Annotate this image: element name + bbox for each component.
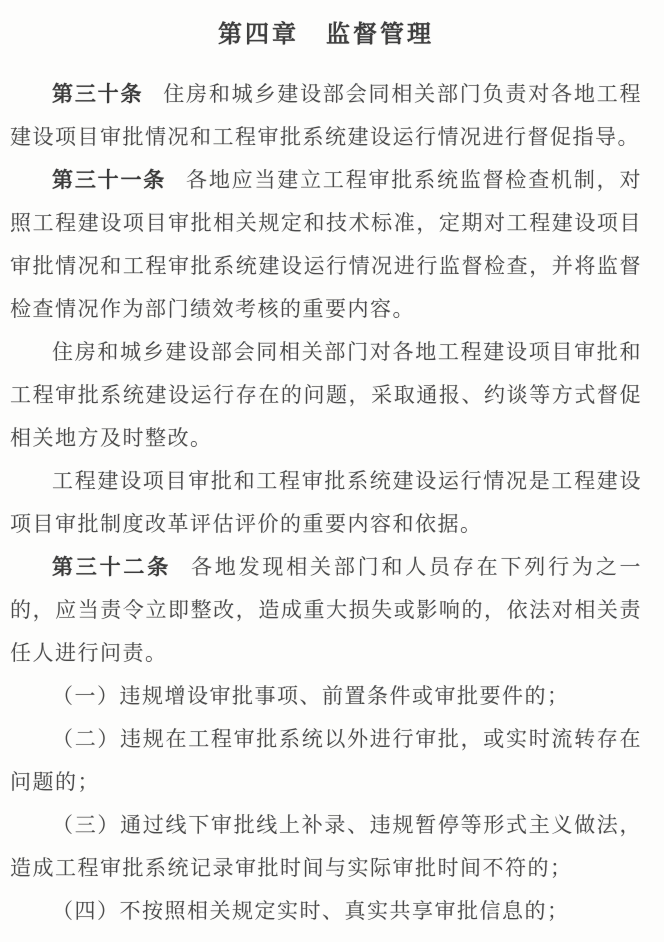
article-31-paragraph-3 [10,460,642,546]
article-31-paragraph-2 [10,331,642,460]
article-32-text: 各地发现相关部门和人员存在下列行为之一的，应当责令立即整改，造成重大损失或影响的，依法对相关责任人进行问责。 [10,555,643,665]
article-31-paragraph-3-text: 工程建设项目审批和工程审批系统建设运行情况是工程建设项目审批制度改革评估评价的重要内容和依据。 [10,469,642,536]
chapter-title: 第四章 监督管理 [218,21,434,48]
article-32-item-4-text: （四）不按照相关规定实时、真实共享审批信息的； [52,899,570,923]
article-31-text: 各地应当建立工程审批系统监督检查机制，对照工程建设项目审批相关规定和技术标准，定期对工程建设项目审批情况和工程审批系统建设运行情况进行监督检查，并将监督检查情况作为部门绩效考核的重要内容。 [10,168,643,321]
article-30-paragraph [10,73,642,159]
article-31-paragraph [10,159,642,331]
article-32-item-2-text: （二）违规在工程审批系统以外进行审批，或实时流转存在问题的； [10,727,642,794]
article-32-item-1-text: （一）违规增设审批事项、前置条件或审批要件的； [52,684,570,708]
article-31-paragraph-2-text: 住房和城乡建设部会同相关部门对各地工程建设项目审批和工程审批系统建设运行存在的问题，采取通报、约谈等方式督促相关地方及时整改。 [10,340,642,450]
article-30-number: 第三十条 [52,82,144,106]
article-32-number: 第三十二条 [52,555,172,579]
article-30-text: 住房和城乡建设部会同相关部门负责对各地工程建设项目审批情况和工程审批系统建设运行情况进行督促指导。 [10,82,643,149]
article-32-item-3 [10,804,642,890]
article-32-item-3-text: （三）通过线下审批线上补录、违规暂停等形式主义做法，造成工程审批系统记录审批时间与实际审批时间不符的； [10,813,642,880]
article-32-paragraph [10,546,642,675]
article-32-item-1 [10,675,642,718]
article-31-number: 第三十一条 [52,168,167,192]
article-32-item-4 [10,890,642,933]
article-32-item-2 [10,718,642,804]
